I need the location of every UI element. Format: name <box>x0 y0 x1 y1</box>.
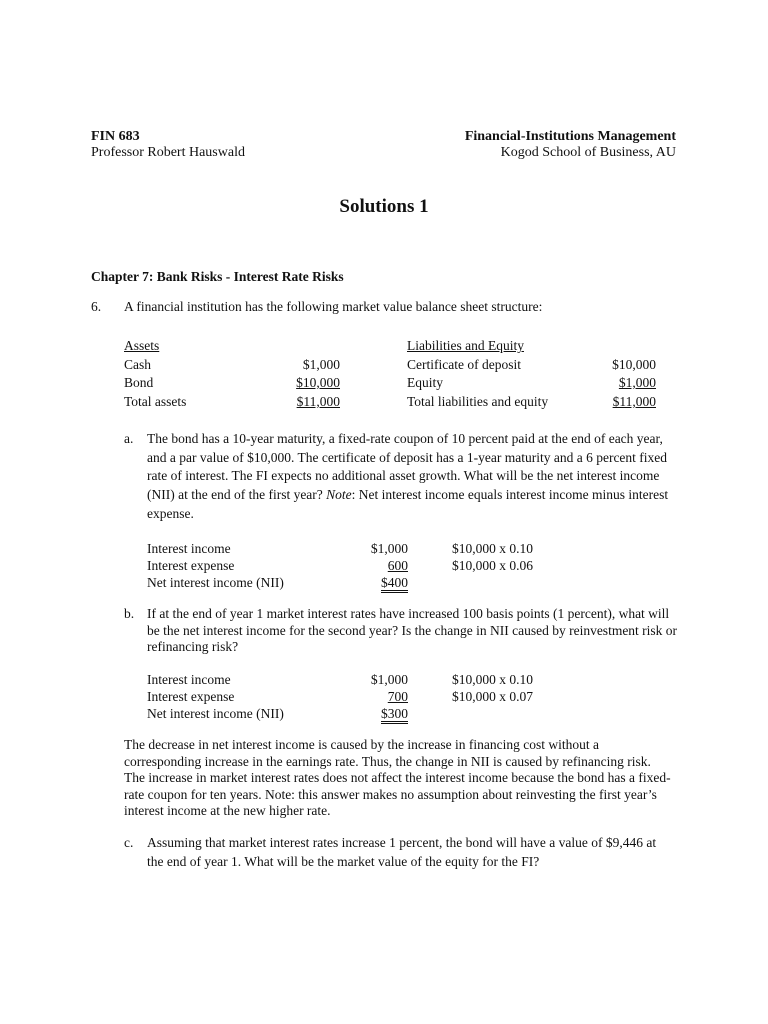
liability-value: $11,000 <box>612 394 656 409</box>
calc-value: $400 <box>381 576 408 593</box>
liability-label: Certificate of deposit <box>407 357 521 372</box>
calc-value: 600 <box>387 558 408 573</box>
part-b-text: If at the end of year 1 market interest rates have increased 100 basis points (1 percent), what will be the net interest income for the second year? Is the change in NII caused by reinvestment risk or refinancing risk? <box>147 606 678 655</box>
part-c-text: Assuming that market interest rates increase 1 percent, the bond will have a value of $9,446 at the end of year 1. What will be the market value of the equity for the FI? <box>147 835 657 869</box>
calc-label: Interest income <box>147 672 231 687</box>
asset-label: Bond <box>124 375 154 390</box>
calc-formula: $10,000 x 0.10 <box>452 672 533 687</box>
liabilities-header: Liabilities and Equity <box>407 338 524 353</box>
course-code: FIN 683 <box>91 129 140 144</box>
calc-label: Interest expense <box>147 558 235 573</box>
calc-label: Net interest income (NII) <box>147 706 284 721</box>
calc-value: $1,000 <box>370 541 408 556</box>
calc-value: $1,000 <box>370 672 408 687</box>
liability-label: Total liabilities and equity <box>407 394 549 409</box>
calc-label: Interest income <box>147 541 231 556</box>
part-b-letter: b. <box>124 606 135 621</box>
calc-value: $300 <box>381 707 408 724</box>
assets-header: Assets <box>124 338 160 353</box>
liability-value: $10,000 <box>612 357 656 372</box>
liability-value: $1,000 <box>618 375 656 390</box>
calc-label: Interest expense <box>147 689 235 704</box>
part-b-explanation: The decrease in net interest income is caused by the increase in financing cost without a corresponding increase in the earnings rate. Thus, the change in NII is caused by refinancing risk. The increase in market interest rates does not affect the interest income because the bond has a fixed-rate coupon for ten years. Note: this answer makes no assumption about reinvesting the first year’s interest income at the new higher rate. <box>124 737 671 819</box>
school-name: Kogod School of Business, AU <box>500 145 676 160</box>
calc-formula: $10,000 x 0.07 <box>452 689 533 704</box>
page-title: Solutions 1 <box>339 196 429 217</box>
note-label: Note <box>326 487 352 503</box>
part-a-letter: a. <box>124 431 134 446</box>
asset-label: Cash <box>124 357 151 372</box>
liability-label: Equity <box>407 375 443 390</box>
asset-value: $10,000 <box>296 375 340 390</box>
asset-value: $11,000 <box>296 394 340 409</box>
course-title: Financial-Institutions Management <box>464 129 676 144</box>
chapter-heading: Chapter 7: Bank Risks - Interest Rate Risks <box>91 269 344 284</box>
calc-formula: $10,000 x 0.06 <box>452 558 533 573</box>
problem-number: 6. <box>91 299 102 314</box>
asset-label: Total assets <box>124 394 187 409</box>
professor-name: Professor Robert Hauswald <box>91 145 245 160</box>
part-a-text: The bond has a 10-year maturity, a fixed-rate coupon of 10 percent paid at the end of each year, and a par value of $10,000. The certificate of deposit has a 1-year maturity and a 6 percent fixed rate of interest. The FI expects no additional asset growth. What will be the net interest income (NII) at the end of the first year? Note: Net interest income equals interest income minus interest expense. <box>147 431 669 521</box>
calc-label: Net interest income (NII) <box>147 575 284 590</box>
asset-value: $1,000 <box>302 357 340 372</box>
problem-text: A financial institution has the following market value balance sheet structure: <box>124 299 543 314</box>
calc-value: 700 <box>387 689 408 704</box>
calc-formula: $10,000 x 0.10 <box>452 541 533 556</box>
part-c-letter: c. <box>124 835 134 850</box>
